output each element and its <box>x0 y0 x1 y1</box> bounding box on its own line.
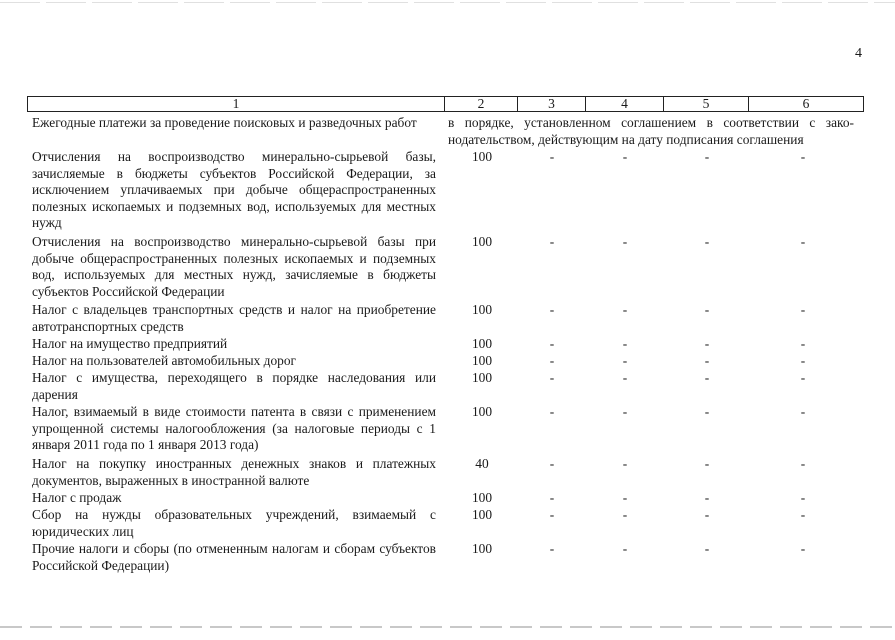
column-header-row <box>28 97 864 112</box>
row-value-col5: - <box>704 149 710 164</box>
row-name: Отчисления на воспроизводство минерально-сырьевой базы при добыче общераспространенных полезных ископаемых и подземных вод, используемых для местных нужд, зачисляемые в бюджеты субъектов Российской Федерации <box>32 234 436 299</box>
row-value-col3: - <box>549 541 555 556</box>
row-value-col3: - <box>549 336 555 351</box>
row-value-col3: - <box>549 370 555 385</box>
column-header-table <box>27 96 864 112</box>
row-value-col5: - <box>704 353 710 368</box>
merged-cell-note <box>448 115 854 148</box>
row-value-col4: - <box>622 404 628 419</box>
row-value-col3: - <box>549 353 555 368</box>
row-value-col3: - <box>549 490 555 505</box>
row-name: Отчисления на воспроизводство минерально-сырьевой базы, зачисляемые в бюджеты субъектов Российской Федерации, за исключением уплачиваемых при добыче общераспространенных полезных ископаемых и подземных вод, используемых для местных нужд <box>32 149 436 230</box>
row-value-col5: - <box>704 234 710 249</box>
row-value-col5: - <box>704 541 710 556</box>
page-number: 4 <box>855 46 862 61</box>
row-value-col2: 100 <box>471 507 493 522</box>
scan-artifact-top <box>0 2 895 3</box>
row-value-col5: - <box>704 456 710 471</box>
scan-artifact-bottom <box>0 626 895 628</box>
row-name: Налог на покупку иностранных денежных знаков и платежных документов, выраженных в иностранной валюте <box>32 456 436 488</box>
row-value-col4: - <box>622 490 628 505</box>
row-value-col4: - <box>622 456 628 471</box>
row-value-col4: - <box>622 353 628 368</box>
row-value-col5: - <box>704 507 710 522</box>
row-value-col4: - <box>622 541 628 556</box>
row-value-col3: - <box>549 404 555 419</box>
row-name: Налог, взимаемый в виде стоимости патента в связи с применением упрощенной системы налогообложения (за налоговые периоды с 1 января 2011 года по 1 января 2013 года) <box>32 404 436 452</box>
row-value-col6: - <box>800 353 806 368</box>
row-value-col2: 100 <box>471 302 493 317</box>
row-value-col2: 100 <box>471 404 493 419</box>
row-value-col6: - <box>800 507 806 522</box>
row-value-col4: - <box>622 302 628 317</box>
row-value-col5: - <box>704 370 710 385</box>
row-value-col2: 100 <box>471 370 493 385</box>
row-value-col2: 100 <box>471 353 493 368</box>
row-value-col2: 100 <box>471 149 493 164</box>
row-value-col3: - <box>549 149 555 164</box>
merged-note-line: нодательством, действующим на дату подписания соглашения <box>448 131 804 147</box>
row-value-col6: - <box>800 541 806 556</box>
column-header-4: 4 <box>586 97 664 112</box>
row-value-col2: 100 <box>471 234 493 249</box>
column-header-3: 3 <box>518 97 586 112</box>
column-header-1: 1 <box>28 97 445 112</box>
row-value-col2: 100 <box>471 541 493 556</box>
row-value-col3: - <box>549 507 555 522</box>
row-value-col2: 100 <box>471 490 493 505</box>
row-name: Налог с имущества, переходящего в порядке наследования или дарения <box>32 370 436 402</box>
row-value-col6: - <box>800 370 806 385</box>
row-value-col4: - <box>622 507 628 522</box>
row-value-col2: 40 <box>475 456 489 471</box>
row-value-col6: - <box>800 456 806 471</box>
row-value-col4: - <box>622 336 628 351</box>
row-value-col6: - <box>800 404 806 419</box>
row-value-col6: - <box>800 336 806 351</box>
row-value-col3: - <box>549 456 555 471</box>
row-value-col3: - <box>549 302 555 317</box>
row-value-col5: - <box>704 336 710 351</box>
row-value-col2: 100 <box>471 336 493 351</box>
row-value-col4: - <box>622 234 628 249</box>
column-header-5: 5 <box>664 97 749 112</box>
row-value-col5: - <box>704 302 710 317</box>
row-name: Налог на пользователей автомобильных дорог <box>32 353 297 368</box>
row-value-col6: - <box>800 302 806 317</box>
row-name: Ежегодные платежи за проведение поисковых и разведочных работ <box>32 115 417 130</box>
row-value-col4: - <box>622 149 628 164</box>
row-value-col5: - <box>704 404 710 419</box>
row-value-col6: - <box>800 490 806 505</box>
row-name: Налог на имущество предприятий <box>32 336 228 351</box>
row-name: Налог с продаж <box>32 490 122 505</box>
row-name: Прочие налоги и сборы (по отмененным налогам и сборам субъектов Российской Федерации) <box>32 541 436 573</box>
row-name: Налог с владельцев транспортных средств и налог на приобретение автотранспортных средств <box>32 302 436 334</box>
row-value-col6: - <box>800 234 806 249</box>
row-value-col4: - <box>622 370 628 385</box>
column-header-6: 6 <box>749 97 864 112</box>
row-value-col5: - <box>704 490 710 505</box>
merged-note-line: в порядке, установленном соглашением в соответствии с зако- <box>448 115 854 130</box>
row-value-col3: - <box>549 234 555 249</box>
row-value-col6: - <box>800 149 806 164</box>
row-name: Сбор на нужды образовательных учреждений, взимаемый с юридических лиц <box>32 507 436 539</box>
column-header-2: 2 <box>445 97 518 112</box>
